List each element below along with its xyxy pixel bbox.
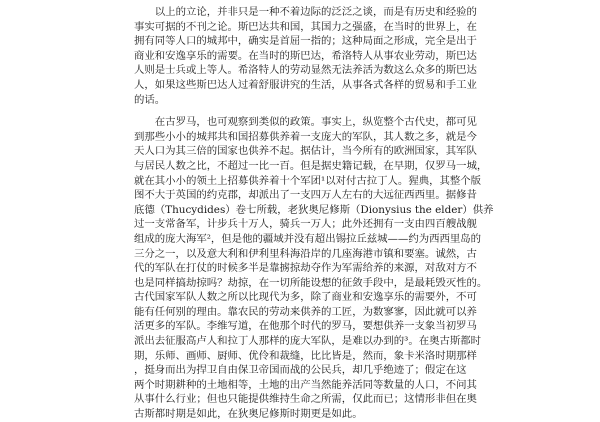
text-line: 代的军队在打仗的时候多半是靠掳掠劫夺作为军需给养的来源，对敌对方不 xyxy=(134,262,477,275)
text-line: 拥有同等人口的城邦中，确实是首屈一指的；这种局面之形成，完全是出于 xyxy=(134,35,477,48)
text-line: 的话。 xyxy=(134,93,166,106)
text-line: 底德（Thucydides）卷七所载，老狄奥尼修斯（Dionysius the elder）供养 xyxy=(134,203,494,216)
text-line: 也是同样搞劫掠吗？劫掠，在一切所能设想的征敛手段中，是最耗毁灭性的。 xyxy=(134,276,488,289)
text-line: 天人口为其三倍的国家也供养不起。据估计，当今所有的欧洲国家，其军队 xyxy=(134,145,477,158)
text-line: 到那些小小的城邦共和国招募供养着一支庞大的军队，其人数之多，就是今 xyxy=(134,130,477,143)
text-line: 派出去征服高卢人和拉丁人那样的庞大军队，是难以办到的³。在奥古斯都时 xyxy=(134,335,482,348)
paragraph-2 xyxy=(134,115,494,421)
text-line: 从事什么行业；但也只能提供维持生命之所需，仅此而已；这情形非但在奥 xyxy=(134,393,477,406)
text-line: 古代国家军队人数之所以比现代为多，除了商业和安逸享乐的需要外，不可 xyxy=(134,291,477,304)
text-line: 事实可据的不刊之论。斯巴达共和国，其国力之强盛，在当时的世界上，在 xyxy=(134,20,477,33)
text-line: 能有任何别的理由。靠农民的劳动来供养的工匠，为数寥寥，因此就可以养 xyxy=(134,305,477,318)
text-line: ，挺身而出为捍卫自由保卫帝国而战的公民兵，却几乎绝迹了；假定在这 xyxy=(134,364,467,377)
page-text xyxy=(134,5,494,422)
text-line: 与居民人数之比，不超过一比一百。但是据史籍记载，在早期，仅罗马一城， xyxy=(134,159,488,172)
paragraph-1 xyxy=(134,5,477,107)
text-line: 商业和安逸享乐的需要。在当时的斯巴达，希洛特人从事农业劳动，斯巴达 xyxy=(134,49,477,62)
text-line: 两个时期耕种的土地相等，土地的出产当然能养活同等数量的人口，不问其 xyxy=(134,378,477,391)
text-line: 人则是士兵或上等人。希洛特人的劳动显然无法养活为数这么众多的斯巴达 xyxy=(134,64,477,77)
text-line: 活更多的军队。李维写道，在他那个时代的罗马，要想供养一支象当初罗马 xyxy=(134,320,477,333)
text-line: 期，乐师、画师、厨师、优伶和裁缝，比比皆是，然而，象卡米洛时期那样 xyxy=(134,349,477,362)
text-line: 三分之一，以及意大利和伊利里科海沿岸的几座海港市镇和要塞。诚然，古 xyxy=(134,247,477,260)
text-line: 就在其小小的领土上招募供养着十个军团¹以对付古拉丁人。猩典，其整个版 xyxy=(134,174,482,187)
text-line: 在古罗马，也可观察到类似的政策。事实上，纵览整个古代史，都可见 xyxy=(154,116,477,129)
text-line: 人，如果这些斯巴达人过着舒服讲究的生活，从事各式各样的贸易和手工业 xyxy=(134,78,477,91)
text-line: 组成的庞大海军²，但是他的疆域并没有超出锡拉丘兹城——约为西西里岛的 xyxy=(134,232,482,245)
text-line: 古斯都时期是如此，在狄奥尼修斯时期更是如此。 xyxy=(134,408,363,421)
text-line: 以上的立论，并非只是一种不着边际的泛泛之谈，而是有历史和经验的 xyxy=(154,6,477,18)
text-line: 过一支常备军，计步兵十万人，骑兵一万人；此外还拥有一支由四百艘战舰 xyxy=(134,218,477,231)
text-line: 图不大于英国的约克郡，却派出了一支四万人左右的大远征西西里。据修昔 xyxy=(134,189,477,202)
